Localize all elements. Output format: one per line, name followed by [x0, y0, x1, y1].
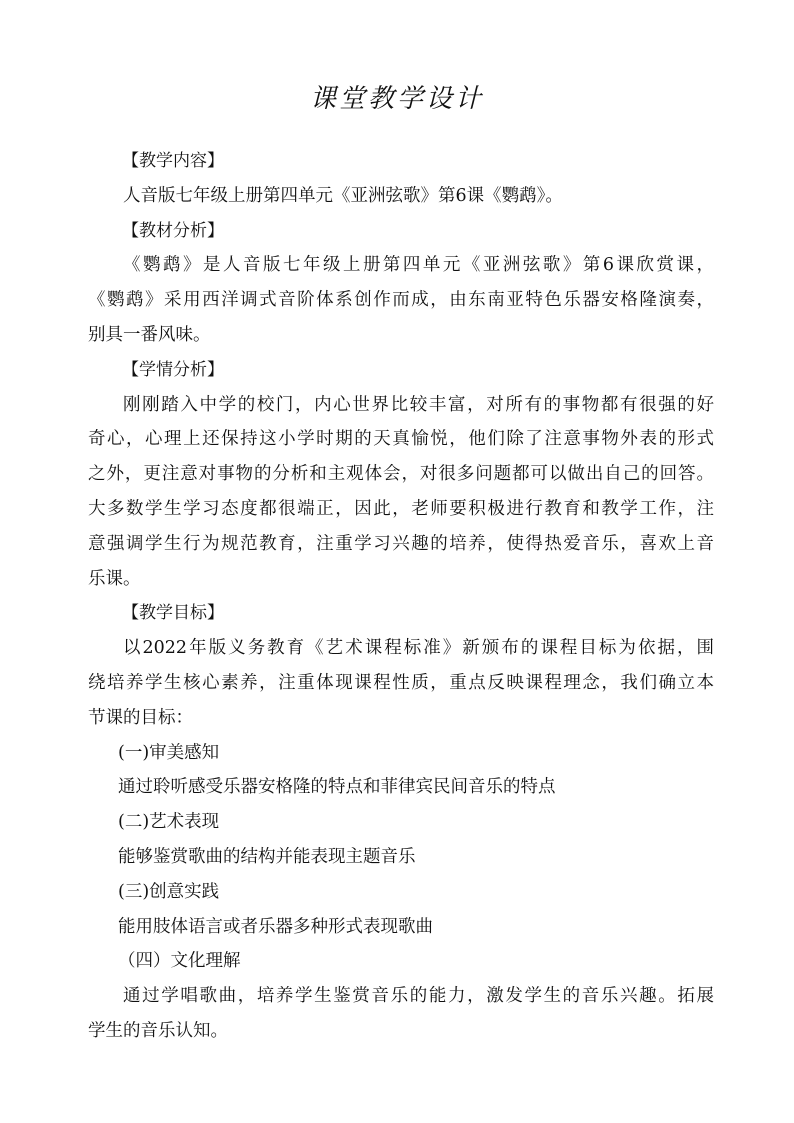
section-heading-material: 【教材分析】 — [122, 220, 224, 241]
goal-text-practice: 能用肢体语言或者乐器多种形式表现歌曲 — [118, 916, 433, 937]
section-heading-students: 【学情分析】 — [122, 359, 224, 380]
students-text-line: 乐课。 — [88, 568, 141, 589]
goal-text-culture: 通过学唱歌曲，培养学生鉴赏音乐的能力，激发学生的音乐兴趣。拓展 — [123, 986, 714, 1007]
goal-title-aesthetic: (一)审美感知 — [118, 742, 220, 763]
document-body — [88, 144, 714, 1049]
students-text-line: 刚刚踏入中学的校门，内心世界比较丰富，对所有的事物都有很强的好 — [123, 394, 714, 415]
students-text-line: 大多数学生学习态度都很端正，因此，老师要积极进行教育和教学工作，注 — [88, 498, 714, 519]
goal-title-expression: (二)艺术表现 — [118, 812, 220, 833]
students-text-line: 之外，更注意对事物的分析和主观体会，对很多问题都可以做出自己的回答。 — [88, 464, 714, 485]
material-text-line: 《鹦鹉》是人音版七年级上册第四单元《亚洲弦歌》第6课欣赏课， — [123, 255, 714, 276]
content-text: 人音版七年级上册第四单元《亚洲弦歌》第6课《鹦鹉》。 — [123, 185, 563, 206]
goal-title-practice: (三)创意实践 — [118, 881, 220, 902]
goal-title-culture: （四）文化理解 — [118, 951, 241, 972]
material-text-line: 别具一番风味。 — [88, 324, 211, 345]
material-text-line: 《鹦鹉》采用西洋调式音阶体系创作而成，由东南亚特色乐器安格隆演奏， — [88, 290, 714, 311]
students-text-line: 奇心，心理上还保持这小学时期的天真愉悦，他们除了注意事物外表的形式 — [88, 429, 714, 450]
goals-text-line: 以2022年版义务教育《艺术课程标准》新颁布的课程目标为依据，围 — [123, 638, 714, 659]
goal-text-culture: 学生的音乐认知。 — [88, 1020, 228, 1041]
goal-text-expression: 能够鉴赏歌曲的结构并能表现主题音乐 — [118, 846, 416, 867]
students-text-line: 意强调学生行为规范教育，注重学习兴趣的培养，使得热爱音乐，喜欢上音 — [88, 533, 714, 554]
section-heading-goals: 【教学目标】 — [122, 603, 224, 624]
goals-text-line: 节课的目标： — [88, 707, 193, 728]
section-heading-content: 【教学内容】 — [122, 151, 224, 171]
goals-text-line: 绕培养学生核心素养，注重体现课程性质，重点反映课程理念，我们确立本 — [88, 672, 714, 693]
document-title: 课堂教学设计 — [309, 84, 484, 114]
goal-text-aesthetic: 通过聆听感受乐器安格隆的特点和菲律宾民间音乐的特点 — [118, 777, 556, 798]
